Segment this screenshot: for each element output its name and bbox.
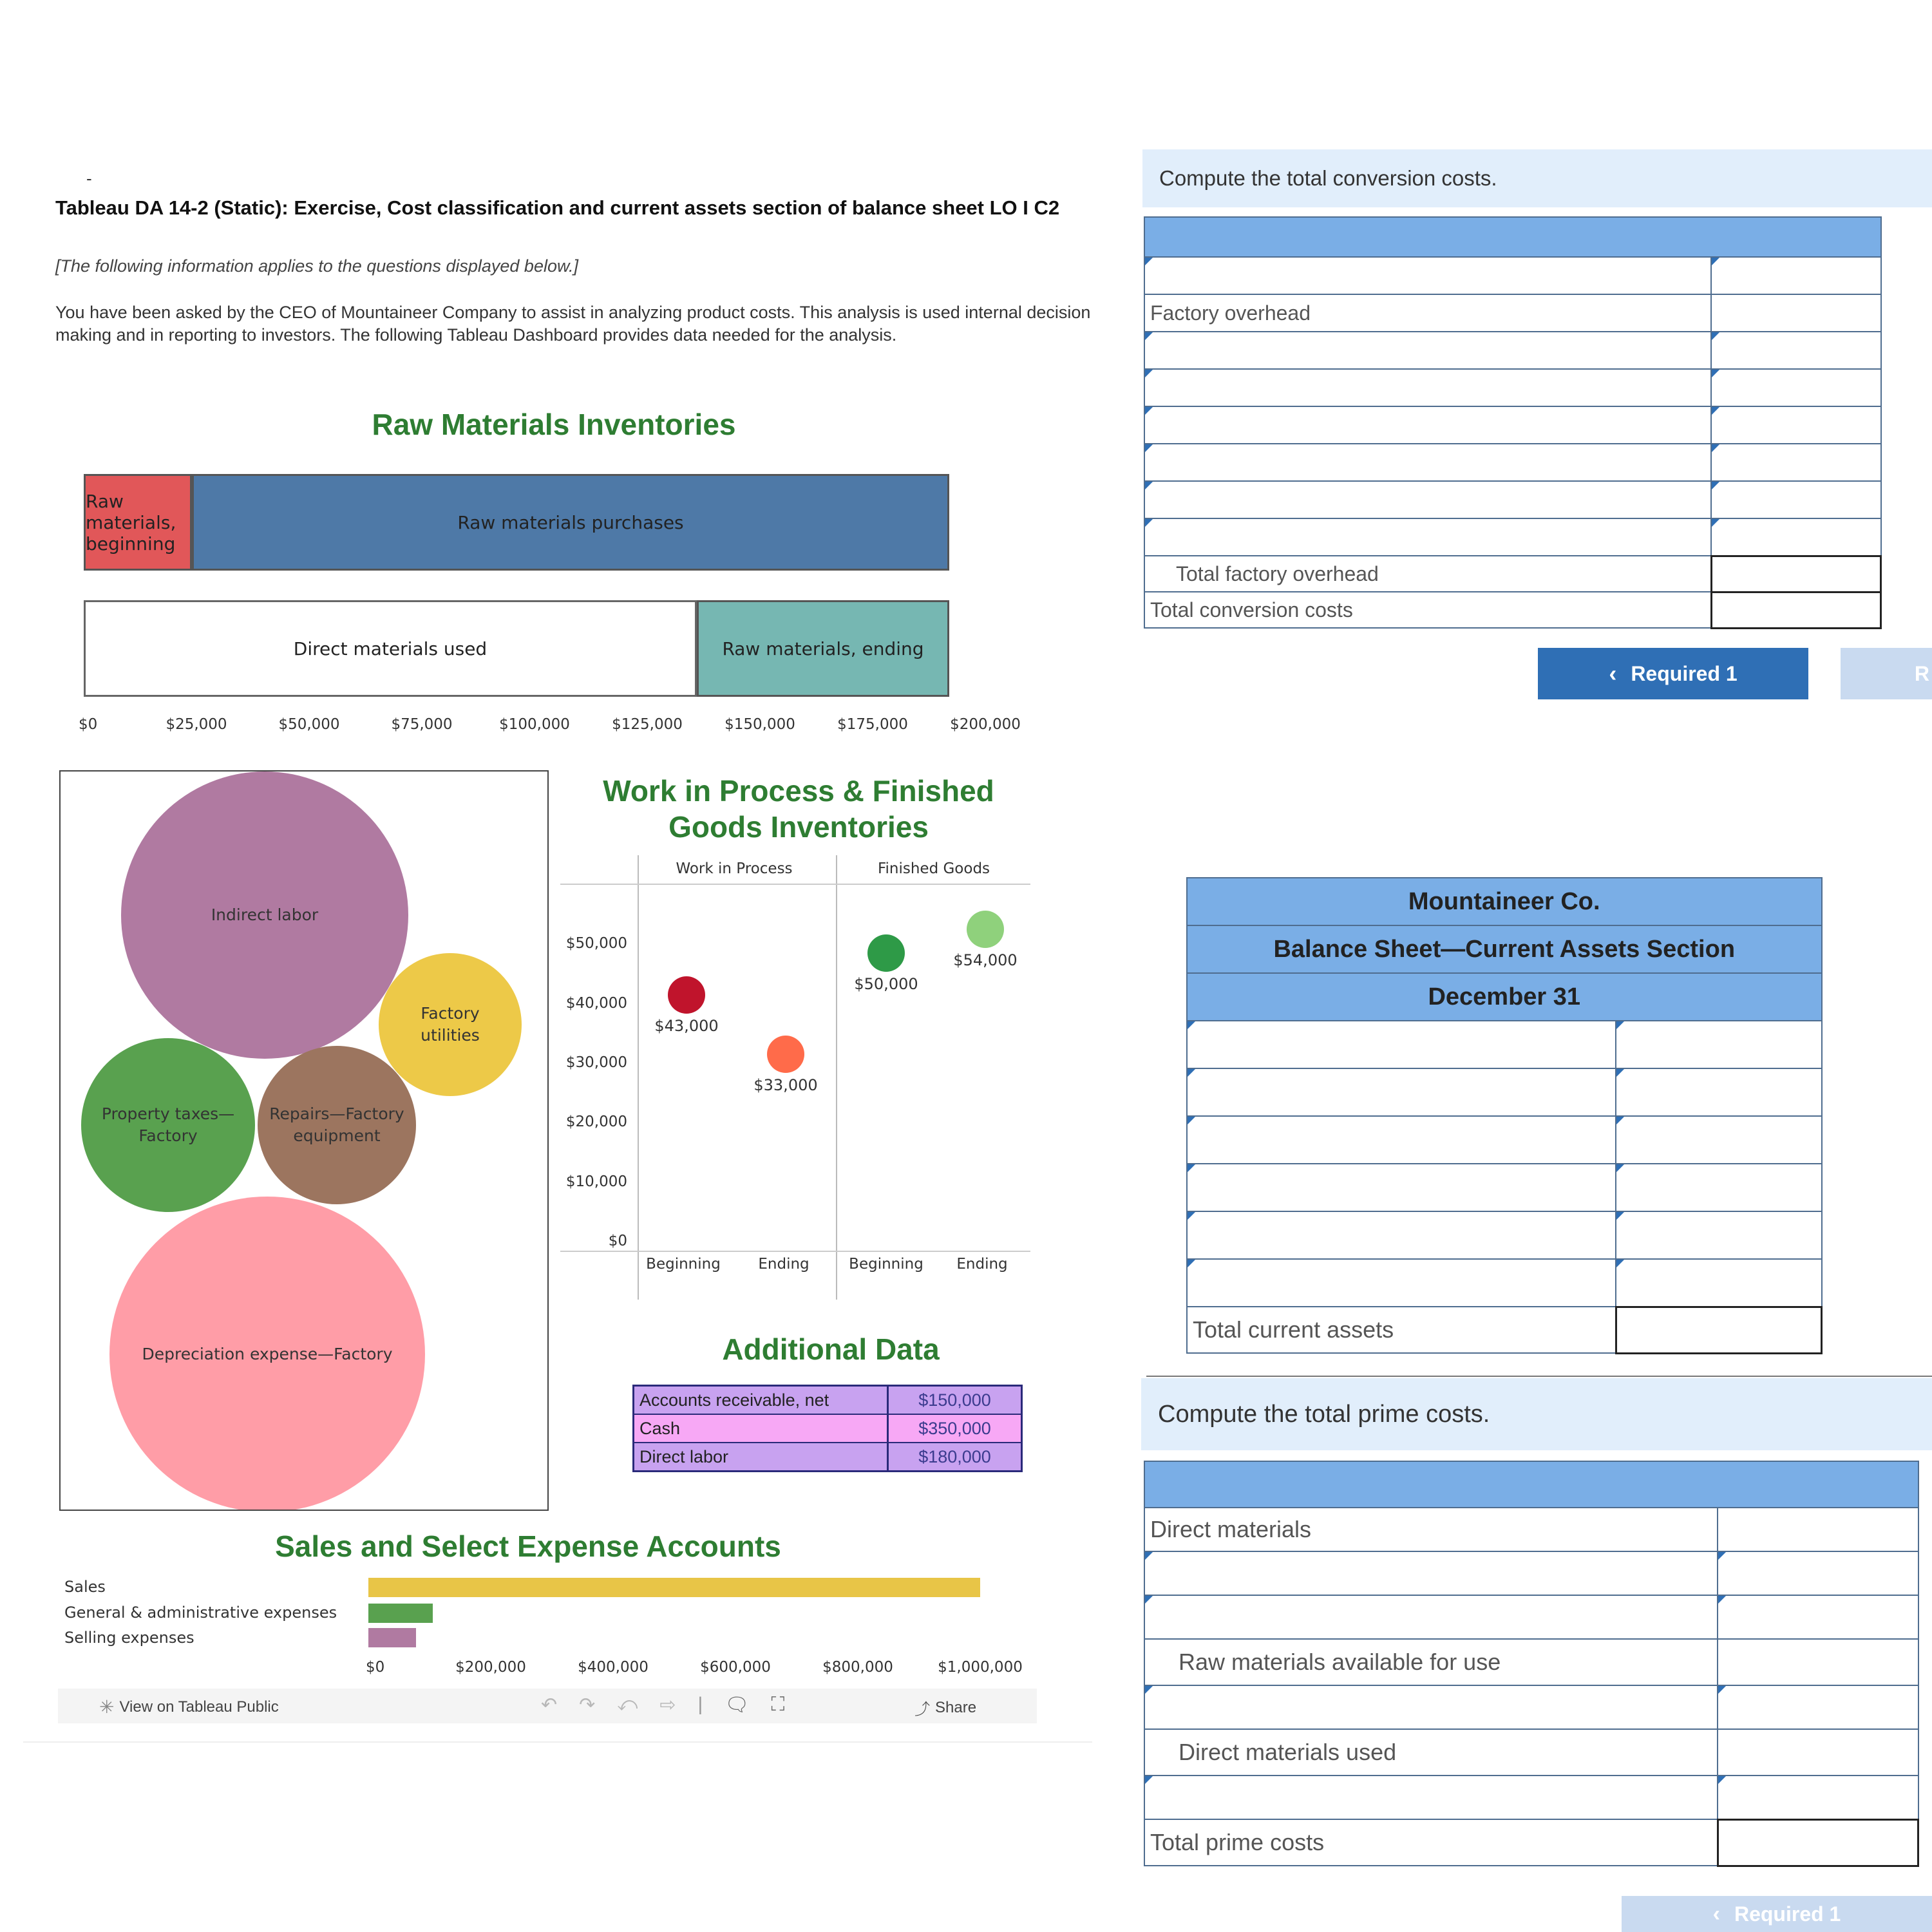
additional-row [634, 1443, 1021, 1470]
asset-label-input[interactable] [1187, 1259, 1616, 1307]
wip-y-tick: $20,000 [565, 1113, 627, 1131]
overhead-amount-input[interactable] [1711, 518, 1881, 556]
raw-x-tick: $100,000 [499, 716, 570, 733]
intro-text: You have been asked by the CEO of Mountaineer Company to assist in analyzing product costs. This analysis is used internal decision making and in reporting to investors. The following Tableau Dashboard provides data needed for the analysis. [55, 303, 1091, 345]
bubble-repairs-label: Repairs—Factory equipment [269, 1104, 404, 1145]
problem-title: Tableau DA 14-2 (Static): Exercise, Cost classification and current assets section of balance sheet LO I C2 [55, 196, 1060, 219]
overhead-item-input[interactable] [1144, 369, 1711, 406]
additional-label: Cash [634, 1415, 889, 1442]
prime-prompt: Compute the total prime costs. [1141, 1378, 1932, 1450]
required-1-label: Required 1 [1631, 661, 1738, 685]
info-note: [The following information applies to the questions displayed below.] [55, 256, 578, 276]
wip-y-tick: $30,000 [565, 1054, 627, 1071]
wip-fg-chart [560, 855, 1037, 1306]
prime-item-input[interactable] [1144, 1776, 1718, 1819]
bubble-depreciation [109, 1197, 425, 1511]
share-label: Share [935, 1698, 977, 1716]
share-button[interactable] [914, 1696, 976, 1719]
overhead-amount-input[interactable] [1711, 406, 1881, 444]
total-current-assets-value [1616, 1307, 1822, 1353]
asset-label-input[interactable] [1187, 1164, 1616, 1211]
conversion-amount-input[interactable] [1711, 257, 1881, 294]
total-current-assets-label: Total current assets [1187, 1307, 1616, 1353]
wip-point [967, 911, 1004, 948]
required-1-bottom-button[interactable] [1622, 1896, 1932, 1932]
xlabel-wip-ending: Ending [758, 1256, 810, 1273]
asset-amount-input[interactable] [1616, 1164, 1822, 1211]
view-on-tableau-link[interactable] [99, 1696, 279, 1718]
bar-selling-expenses [368, 1628, 416, 1647]
table-header [1144, 217, 1881, 257]
wip-point-label: $50,000 [854, 975, 918, 994]
bar-raw-purchases [192, 474, 949, 571]
sales-chart-title: Sales and Select Expense Accounts [275, 1530, 781, 1563]
raw-available-label: Raw materials available for use [1144, 1639, 1718, 1685]
sales-category-label: General & administrative expenses [64, 1604, 337, 1622]
overhead-item-input[interactable] [1144, 518, 1711, 556]
bubble-factory-utilities [379, 953, 522, 1096]
empty-cell [1711, 294, 1881, 332]
total-overhead-value [1711, 556, 1881, 592]
tableau-toolbar [58, 1689, 1037, 1723]
next-required-button[interactable] [1841, 648, 1932, 699]
xlabel-fg-beginning: Beginning [849, 1256, 923, 1273]
bar-raw-beginning-label: Raw materials, beginning [86, 490, 176, 554]
raw-x-tick: $175,000 [837, 716, 908, 733]
wip-point [767, 1036, 804, 1073]
wip-title-line2: Goods Inventories [668, 810, 929, 844]
raw-x-tick: $0 [79, 716, 98, 733]
asset-amount-input[interactable] [1616, 1021, 1822, 1068]
xlabel-wip-beginning: Beginning [646, 1256, 721, 1273]
total-prime-value [1718, 1819, 1918, 1866]
conversion-cost-table [1144, 216, 1882, 629]
raw-chart-title: Raw Materials Inventories [372, 408, 736, 441]
conversion-label-input[interactable] [1144, 257, 1711, 294]
bar-direct-used [84, 600, 697, 697]
raw-x-tick: $75,000 [391, 716, 453, 733]
chevron-left-icon: ‹ [1712, 1901, 1720, 1926]
sales-category-label: Sales [64, 1578, 106, 1596]
prime-cost-table [1144, 1461, 1919, 1867]
header-dash: - [86, 169, 92, 188]
direct-used-label: Direct materials used [1144, 1729, 1718, 1776]
raw-available-value [1718, 1639, 1918, 1685]
bar-raw-ending-label: Raw materials, ending [722, 638, 924, 659]
prime-amount-input[interactable] [1718, 1551, 1918, 1595]
prime-item-input[interactable] [1144, 1551, 1718, 1595]
wip-y-tick: $50,000 [565, 935, 627, 952]
bubble-property-taxes [81, 1038, 255, 1212]
sales-category-label: Selling expenses [64, 1629, 194, 1647]
statement-name: Balance Sheet—Current Assets Section [1187, 925, 1822, 973]
overhead-amount-input[interactable] [1711, 444, 1881, 481]
chevron-left-icon: ‹ [1609, 660, 1617, 687]
wip-point [668, 976, 705, 1014]
overhead-amount-input[interactable] [1711, 332, 1881, 369]
total-conversion-label: Total conversion costs [1144, 592, 1711, 628]
bubble-factory-utilities-label: Factory utilities [421, 1004, 480, 1045]
additional-value: $350,000 [918, 1419, 991, 1438]
statement-date: December 31 [1187, 973, 1822, 1021]
view-on-tableau-label: View on Tableau Public [119, 1698, 279, 1716]
overhead-bubble-chart [59, 770, 549, 1511]
asset-label-input[interactable] [1187, 1068, 1616, 1116]
additional-row [634, 1415, 1021, 1443]
overhead-amount-input[interactable] [1711, 481, 1881, 518]
sales-x-tick: $0 [366, 1659, 385, 1676]
sales-x-tick: $400,000 [578, 1659, 649, 1676]
sales-x-tick: $800,000 [822, 1659, 893, 1676]
refresh-icon[interactable]: ⇨ [659, 1694, 676, 1716]
direct-used-value [1718, 1729, 1918, 1776]
additional-value: $180,000 [918, 1447, 991, 1466]
panel-header-wip: Work in Process [676, 860, 793, 877]
prime-item-input[interactable] [1144, 1595, 1718, 1639]
conversion-prompt: Compute the total conversion costs. [1142, 149, 1932, 207]
table-header [1144, 1461, 1918, 1508]
bar-raw-purchases-label: Raw materials purchases [457, 511, 684, 533]
overhead-item-input[interactable] [1144, 444, 1711, 481]
wip-chart-title [567, 773, 1030, 845]
prime-amount-input[interactable] [1718, 1685, 1918, 1729]
bubble-repairs [258, 1046, 416, 1204]
wip-point-label: $43,000 [654, 1016, 719, 1035]
empty-cell [1718, 1508, 1918, 1551]
bar-raw-ending [697, 600, 949, 697]
prime-amount-input[interactable] [1718, 1776, 1918, 1819]
asset-label-input[interactable] [1187, 1021, 1616, 1068]
direct-materials-label: Direct materials [1144, 1508, 1718, 1551]
share-icon: ⤴ [914, 1701, 930, 1718]
raw-x-tick: $25,000 [166, 716, 227, 733]
total-conversion-value [1711, 592, 1881, 628]
asset-amount-input[interactable] [1616, 1211, 1822, 1259]
raw-x-tick: $150,000 [724, 716, 795, 733]
overhead-item-input[interactable] [1144, 406, 1711, 444]
tableau-logo-icon: ✳ [99, 1697, 115, 1717]
additional-label: Accounts receivable, net [634, 1387, 889, 1414]
factory-overhead-label: Factory overhead [1144, 294, 1711, 332]
overhead-amount-input[interactable] [1711, 369, 1881, 406]
wip-point-label: $33,000 [753, 1076, 818, 1095]
raw-materials-chart [79, 470, 1021, 766]
bar-direct-used-label: Direct materials used [293, 638, 488, 659]
wip-point-label: $54,000 [953, 951, 1018, 970]
revert-icon[interactable]: ⤺ [617, 1694, 638, 1715]
comment-icon[interactable]: 🗨 [724, 1694, 750, 1716]
next-required-label: R [1914, 661, 1929, 685]
asset-amount-input[interactable] [1616, 1116, 1822, 1164]
company-name: Mountaineer Co. [1187, 878, 1822, 925]
sales-x-tick: $600,000 [700, 1659, 771, 1676]
required-1-bottom-label: Required 1 [1734, 1902, 1841, 1926]
sales-x-tick: $1,000,000 [938, 1659, 1023, 1676]
wip-y-tick: $0 [608, 1233, 627, 1249]
fullscreen-icon[interactable]: ⛶ [771, 1694, 785, 1715]
sales-x-ticks [58, 1659, 1043, 1681]
additional-data-table [632, 1385, 1023, 1472]
raw-x-tick: $125,000 [612, 716, 683, 733]
bar-ga-expenses [368, 1604, 433, 1623]
bubble-indirect-labor-label: Indirect labor [211, 905, 319, 924]
prime-amount-input[interactable] [1718, 1595, 1918, 1639]
asset-label-input[interactable] [1187, 1116, 1616, 1164]
balance-sheet-table [1186, 877, 1823, 1354]
raw-x-tick: $50,000 [278, 716, 340, 733]
panel-header-fg: Finished Goods [877, 860, 990, 877]
bubble-property-taxes-label: Property taxes—Factory [101, 1104, 235, 1145]
bar-sales [368, 1578, 980, 1597]
raw-x-tick: $200,000 [950, 716, 1021, 733]
asset-amount-input[interactable] [1616, 1068, 1822, 1116]
sales-x-tick: $200,000 [455, 1659, 526, 1676]
redo-icon[interactable]: ↷ [579, 1694, 596, 1716]
total-overhead-label: Total factory overhead [1144, 556, 1711, 592]
wip-y-tick: $10,000 [565, 1173, 627, 1190]
divider: | [697, 1694, 703, 1715]
wip-point [867, 934, 905, 972]
wip-dots [560, 855, 1037, 1306]
bar-raw-beginning [84, 474, 192, 571]
sales-expense-chart [58, 1571, 1043, 1681]
additional-row [634, 1387, 1021, 1415]
bubble-depreciation-label: Depreciation expense—Factory [142, 1345, 393, 1363]
additional-value: $150,000 [918, 1390, 991, 1410]
raw-x-ticks [79, 716, 1021, 742]
additional-title: Additional Data [722, 1332, 940, 1366]
wip-y-tick: $40,000 [565, 994, 627, 1012]
asset-label-input[interactable] [1187, 1211, 1616, 1259]
additional-label: Direct labor [634, 1443, 889, 1470]
total-prime-label: Total prime costs [1144, 1819, 1718, 1866]
required-1-button[interactable] [1538, 648, 1808, 699]
xlabel-fg-ending: Ending [956, 1256, 1008, 1273]
undo-icon[interactable]: ↶ [541, 1694, 558, 1716]
overhead-item-input[interactable] [1144, 481, 1711, 518]
asset-amount-input[interactable] [1616, 1259, 1822, 1307]
overhead-item-input[interactable] [1144, 332, 1711, 369]
bubble-indirect-labor [121, 772, 408, 1059]
wip-title-line1: Work in Process & Finished [603, 774, 994, 808]
prime-item-input[interactable] [1144, 1685, 1718, 1729]
